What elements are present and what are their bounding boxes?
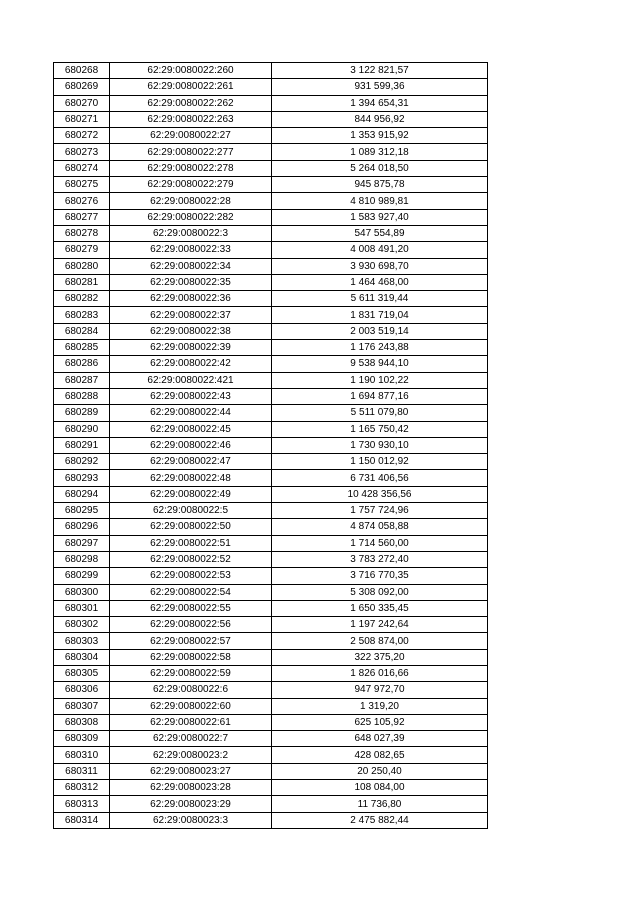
table-row [54, 437, 488, 453]
table-row [54, 323, 488, 339]
row-number-cell: 680296 [54, 519, 110, 535]
cadastral-value-cell: 2 475 882,44 [272, 812, 488, 828]
row-number-cell: 680312 [54, 780, 110, 796]
table-row [54, 747, 488, 763]
row-number-cell: 680292 [54, 454, 110, 470]
cadastral-number-cell: 62:29:0080022:28 [110, 193, 272, 209]
cadastral-value-cell: 1 757 724,96 [272, 503, 488, 519]
table-row [54, 617, 488, 633]
cadastral-number-cell: 62:29:0080023:2 [110, 747, 272, 763]
row-number-cell: 680288 [54, 388, 110, 404]
row-number-cell: 680272 [54, 128, 110, 144]
table-row [54, 242, 488, 258]
cadastral-value-cell: 4 810 989,81 [272, 193, 488, 209]
cadastral-value-cell: 3 930 698,70 [272, 258, 488, 274]
cadastral-value-cell: 108 084,00 [272, 780, 488, 796]
cadastral-value-cell: 1 464 468,00 [272, 274, 488, 290]
row-number-cell: 680277 [54, 209, 110, 225]
cadastral-number-cell: 62:29:0080022:35 [110, 274, 272, 290]
cadastral-value-cell: 322 375,20 [272, 649, 488, 665]
table-row [54, 258, 488, 274]
table-row [54, 812, 488, 828]
cadastral-number-cell: 62:29:0080022:421 [110, 372, 272, 388]
row-number-cell: 680307 [54, 698, 110, 714]
row-number-cell: 680300 [54, 584, 110, 600]
table-row [54, 763, 488, 779]
cadastral-value-cell: 1 831 719,04 [272, 307, 488, 323]
cadastral-value-cell: 1 694 877,16 [272, 388, 488, 404]
cadastral-number-cell: 62:29:0080022:36 [110, 291, 272, 307]
row-number-cell: 680297 [54, 535, 110, 551]
cadastral-number-cell: 62:29:0080022:38 [110, 323, 272, 339]
table-row [54, 388, 488, 404]
row-number-cell: 680274 [54, 160, 110, 176]
cadastral-value-cell: 5 511 079,80 [272, 405, 488, 421]
cadastral-value-cell: 428 082,65 [272, 747, 488, 763]
cadastral-number-cell: 62:29:0080022:34 [110, 258, 272, 274]
cadastral-value-cell: 5 611 319,44 [272, 291, 488, 307]
table-row [54, 633, 488, 649]
row-number-cell: 680304 [54, 649, 110, 665]
cadastral-number-cell: 62:29:0080023:27 [110, 763, 272, 779]
cadastral-value-cell: 4 874 058,88 [272, 519, 488, 535]
cadastral-value-cell: 1 730 930,10 [272, 437, 488, 453]
cadastral-value-cell: 2 003 519,14 [272, 323, 488, 339]
table-row [54, 600, 488, 616]
cadastral-value-cell: 9 538 944,10 [272, 356, 488, 372]
cadastral-value-cell: 1 089 312,18 [272, 144, 488, 160]
table-row [54, 128, 488, 144]
cadastral-number-cell: 62:29:0080022:48 [110, 470, 272, 486]
row-number-cell: 680276 [54, 193, 110, 209]
table-row [54, 584, 488, 600]
table-row [54, 421, 488, 437]
cadastral-number-cell: 62:29:0080022:60 [110, 698, 272, 714]
cadastral-value-cell: 1 197 242,64 [272, 617, 488, 633]
cadastral-number-cell: 62:29:0080022:46 [110, 437, 272, 453]
table-row [54, 698, 488, 714]
row-number-cell: 680314 [54, 812, 110, 828]
cadastral-number-cell: 62:29:0080022:50 [110, 519, 272, 535]
cadastral-value-cell: 1 394 654,31 [272, 95, 488, 111]
cadastral-number-cell: 62:29:0080023:29 [110, 796, 272, 812]
row-number-cell: 680282 [54, 291, 110, 307]
cadastral-number-cell: 62:29:0080022:7 [110, 731, 272, 747]
row-number-cell: 680271 [54, 111, 110, 127]
cadastral-number-cell: 62:29:0080022:39 [110, 340, 272, 356]
cadastral-number-cell: 62:29:0080022:263 [110, 111, 272, 127]
row-number-cell: 680285 [54, 340, 110, 356]
table-row [54, 274, 488, 290]
row-number-cell: 680298 [54, 551, 110, 567]
table-row [54, 79, 488, 95]
cadastral-number-cell: 62:29:0080022:6 [110, 682, 272, 698]
cadastral-value-cell: 1 650 335,45 [272, 600, 488, 616]
row-number-cell: 680311 [54, 763, 110, 779]
cadastral-value-cell: 3 783 272,40 [272, 551, 488, 567]
row-number-cell: 680303 [54, 633, 110, 649]
row-number-cell: 680283 [54, 307, 110, 323]
row-number-cell: 680291 [54, 437, 110, 453]
cadastral-number-cell: 62:29:0080022:5 [110, 503, 272, 519]
row-number-cell: 680306 [54, 682, 110, 698]
table-row [54, 356, 488, 372]
cadastral-value-cell: 2 508 874,00 [272, 633, 488, 649]
cadastral-value-cell: 5 308 092,00 [272, 584, 488, 600]
cadastral-number-cell: 62:29:0080022:55 [110, 600, 272, 616]
table-row [54, 111, 488, 127]
cadastral-value-cell: 1 353 915,92 [272, 128, 488, 144]
cadastral-value-cell: 844 956,92 [272, 111, 488, 127]
table-row [54, 340, 488, 356]
row-number-cell: 680278 [54, 225, 110, 241]
table-row [54, 63, 488, 79]
cadastral-number-cell: 62:29:0080022:262 [110, 95, 272, 111]
cadastral-value-table [53, 62, 488, 829]
row-number-cell: 680302 [54, 617, 110, 633]
row-number-cell: 680280 [54, 258, 110, 274]
table-row [54, 193, 488, 209]
cadastral-value-cell: 20 250,40 [272, 763, 488, 779]
table-row [54, 372, 488, 388]
table-row [54, 95, 488, 111]
table-row [54, 568, 488, 584]
row-number-cell: 680313 [54, 796, 110, 812]
cadastral-number-cell: 62:29:0080022:59 [110, 665, 272, 681]
table-row [54, 682, 488, 698]
row-number-cell: 680295 [54, 503, 110, 519]
cadastral-number-cell: 62:29:0080022:277 [110, 144, 272, 160]
cadastral-value-cell: 1 319,20 [272, 698, 488, 714]
cadastral-number-cell: 62:29:0080022:33 [110, 242, 272, 258]
row-number-cell: 680286 [54, 356, 110, 372]
cadastral-value-cell: 625 105,92 [272, 714, 488, 730]
row-number-cell: 680293 [54, 470, 110, 486]
row-number-cell: 680310 [54, 747, 110, 763]
table-row [54, 714, 488, 730]
cadastral-number-cell: 62:29:0080022:53 [110, 568, 272, 584]
table-row [54, 470, 488, 486]
row-number-cell: 680290 [54, 421, 110, 437]
table-row [54, 307, 488, 323]
cadastral-value-cell: 10 428 356,56 [272, 486, 488, 502]
cadastral-value-cell: 947 972,70 [272, 682, 488, 698]
cadastral-number-cell: 62:29:0080022:3 [110, 225, 272, 241]
row-number-cell: 680305 [54, 665, 110, 681]
cadastral-value-cell: 931 599,36 [272, 79, 488, 95]
cadastral-value-cell: 1 190 102,22 [272, 372, 488, 388]
cadastral-number-cell: 62:29:0080022:51 [110, 535, 272, 551]
cadastral-number-cell: 62:29:0080022:282 [110, 209, 272, 225]
table-row [54, 405, 488, 421]
table-row [54, 796, 488, 812]
cadastral-value-cell: 11 736,80 [272, 796, 488, 812]
row-number-cell: 680279 [54, 242, 110, 258]
cadastral-value-cell: 1 826 016,66 [272, 665, 488, 681]
row-number-cell: 680301 [54, 600, 110, 616]
table-row [54, 160, 488, 176]
row-number-cell: 680308 [54, 714, 110, 730]
cadastral-number-cell: 62:29:0080022:52 [110, 551, 272, 567]
row-number-cell: 680268 [54, 63, 110, 79]
table-row [54, 177, 488, 193]
cadastral-number-cell: 62:29:0080022:58 [110, 649, 272, 665]
table-row [54, 665, 488, 681]
row-number-cell: 680309 [54, 731, 110, 747]
cadastral-number-cell: 62:29:0080022:278 [110, 160, 272, 176]
row-number-cell: 680294 [54, 486, 110, 502]
cadastral-number-cell: 62:29:0080023:3 [110, 812, 272, 828]
cadastral-number-cell: 62:29:0080022:279 [110, 177, 272, 193]
cadastral-value-cell: 6 731 406,56 [272, 470, 488, 486]
table-row [54, 454, 488, 470]
cadastral-number-cell: 62:29:0080022:56 [110, 617, 272, 633]
table-row [54, 225, 488, 241]
cadastral-number-cell: 62:29:0080022:37 [110, 307, 272, 323]
cadastral-number-cell: 62:29:0080022:44 [110, 405, 272, 421]
cadastral-value-cell: 1 583 927,40 [272, 209, 488, 225]
cadastral-value-cell: 3 716 770,35 [272, 568, 488, 584]
table-row [54, 144, 488, 160]
cadastral-value-cell: 5 264 018,50 [272, 160, 488, 176]
cadastral-value-cell: 1 714 560,00 [272, 535, 488, 551]
table-row [54, 503, 488, 519]
row-number-cell: 680275 [54, 177, 110, 193]
cadastral-number-cell: 62:29:0080022:47 [110, 454, 272, 470]
table-row [54, 209, 488, 225]
cadastral-number-cell: 62:29:0080022:61 [110, 714, 272, 730]
cadastral-value-cell: 4 008 491,20 [272, 242, 488, 258]
table-row [54, 291, 488, 307]
cadastral-value-cell: 547 554,89 [272, 225, 488, 241]
cadastral-number-cell: 62:29:0080022:261 [110, 79, 272, 95]
cadastral-value-cell: 1 165 750,42 [272, 421, 488, 437]
table-row [54, 731, 488, 747]
cadastral-value-cell: 3 122 821,57 [272, 63, 488, 79]
cadastral-number-cell: 62:29:0080023:28 [110, 780, 272, 796]
table-row [54, 649, 488, 665]
row-number-cell: 680270 [54, 95, 110, 111]
cadastral-value-cell: 1 150 012,92 [272, 454, 488, 470]
cadastral-number-cell: 62:29:0080022:54 [110, 584, 272, 600]
cadastral-number-cell: 62:29:0080022:45 [110, 421, 272, 437]
table-row [54, 780, 488, 796]
table-row [54, 551, 488, 567]
cadastral-value-cell: 648 027,39 [272, 731, 488, 747]
cadastral-value-cell: 945 875,78 [272, 177, 488, 193]
row-number-cell: 680269 [54, 79, 110, 95]
table-row [54, 535, 488, 551]
cadastral-number-cell: 62:29:0080022:42 [110, 356, 272, 372]
row-number-cell: 680281 [54, 274, 110, 290]
table-body [54, 63, 488, 829]
cadastral-number-cell: 62:29:0080022:57 [110, 633, 272, 649]
row-number-cell: 680299 [54, 568, 110, 584]
cadastral-value-cell: 1 176 243,88 [272, 340, 488, 356]
cadastral-number-cell: 62:29:0080022:43 [110, 388, 272, 404]
row-number-cell: 680287 [54, 372, 110, 388]
row-number-cell: 680273 [54, 144, 110, 160]
row-number-cell: 680289 [54, 405, 110, 421]
table-row [54, 519, 488, 535]
table-row [54, 486, 488, 502]
cadastral-number-cell: 62:29:0080022:260 [110, 63, 272, 79]
row-number-cell: 680284 [54, 323, 110, 339]
cadastral-number-cell: 62:29:0080022:49 [110, 486, 272, 502]
cadastral-number-cell: 62:29:0080022:27 [110, 128, 272, 144]
